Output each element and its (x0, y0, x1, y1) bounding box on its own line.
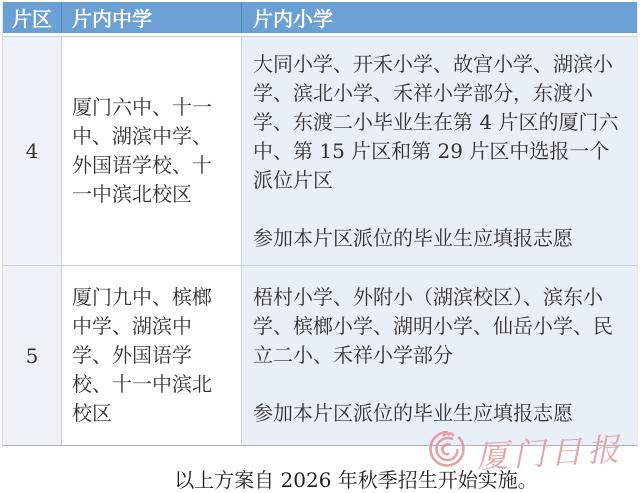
middle-schools-text: 厦门九中、槟榔中学、湖滨中学、外国语学校、十一中滨北校区 (72, 285, 212, 425)
table-row (3, 36, 637, 265)
district-number: 4 (3, 37, 61, 265)
middle-schools-cell (61, 37, 241, 265)
middle-schools-text: 厦门六中、十一中、湖滨中学、外国语学校、十一中滨北校区 (72, 95, 212, 206)
header-cell-primary-schools: 片内小学 (241, 2, 637, 33)
district-number: 5 (3, 266, 61, 445)
watermark-text: 厦门日报 (475, 430, 626, 476)
table-header-row (3, 2, 637, 36)
primary-schools-cell (241, 37, 637, 265)
allocation-note: 参加本片区派位的毕业生应填报志愿 (253, 401, 573, 425)
middle-schools-cell (61, 266, 241, 445)
primary-schools-text: 梧村小学、外附小（湖滨校区）、滨东小学、槟榔小学、湖明小学、仙岳小学、民立二小、禾祥小学部分 (253, 285, 613, 367)
primary-schools-cell (241, 266, 637, 445)
header-cell-district: 片区 (12, 7, 52, 31)
primary-schools-text: 大同小学、开禾小学、故宫小学、湖滨小学、滨北小学、禾祥小学部分，东渡小学、东渡二小毕业生在第 4 片区的厦门六中、第 15 片区和第 29 片区中选报一个派位片区 (253, 51, 619, 192)
header-cell-middle-schools: 片内中学 (61, 2, 241, 33)
table-row (3, 265, 637, 445)
allocation-note: 参加本片区派位的毕业生应填报志愿 (253, 225, 573, 250)
footer-note: 以上方案自 2026 年秋季招生开始实施。 (174, 468, 538, 492)
district-table (2, 2, 638, 446)
